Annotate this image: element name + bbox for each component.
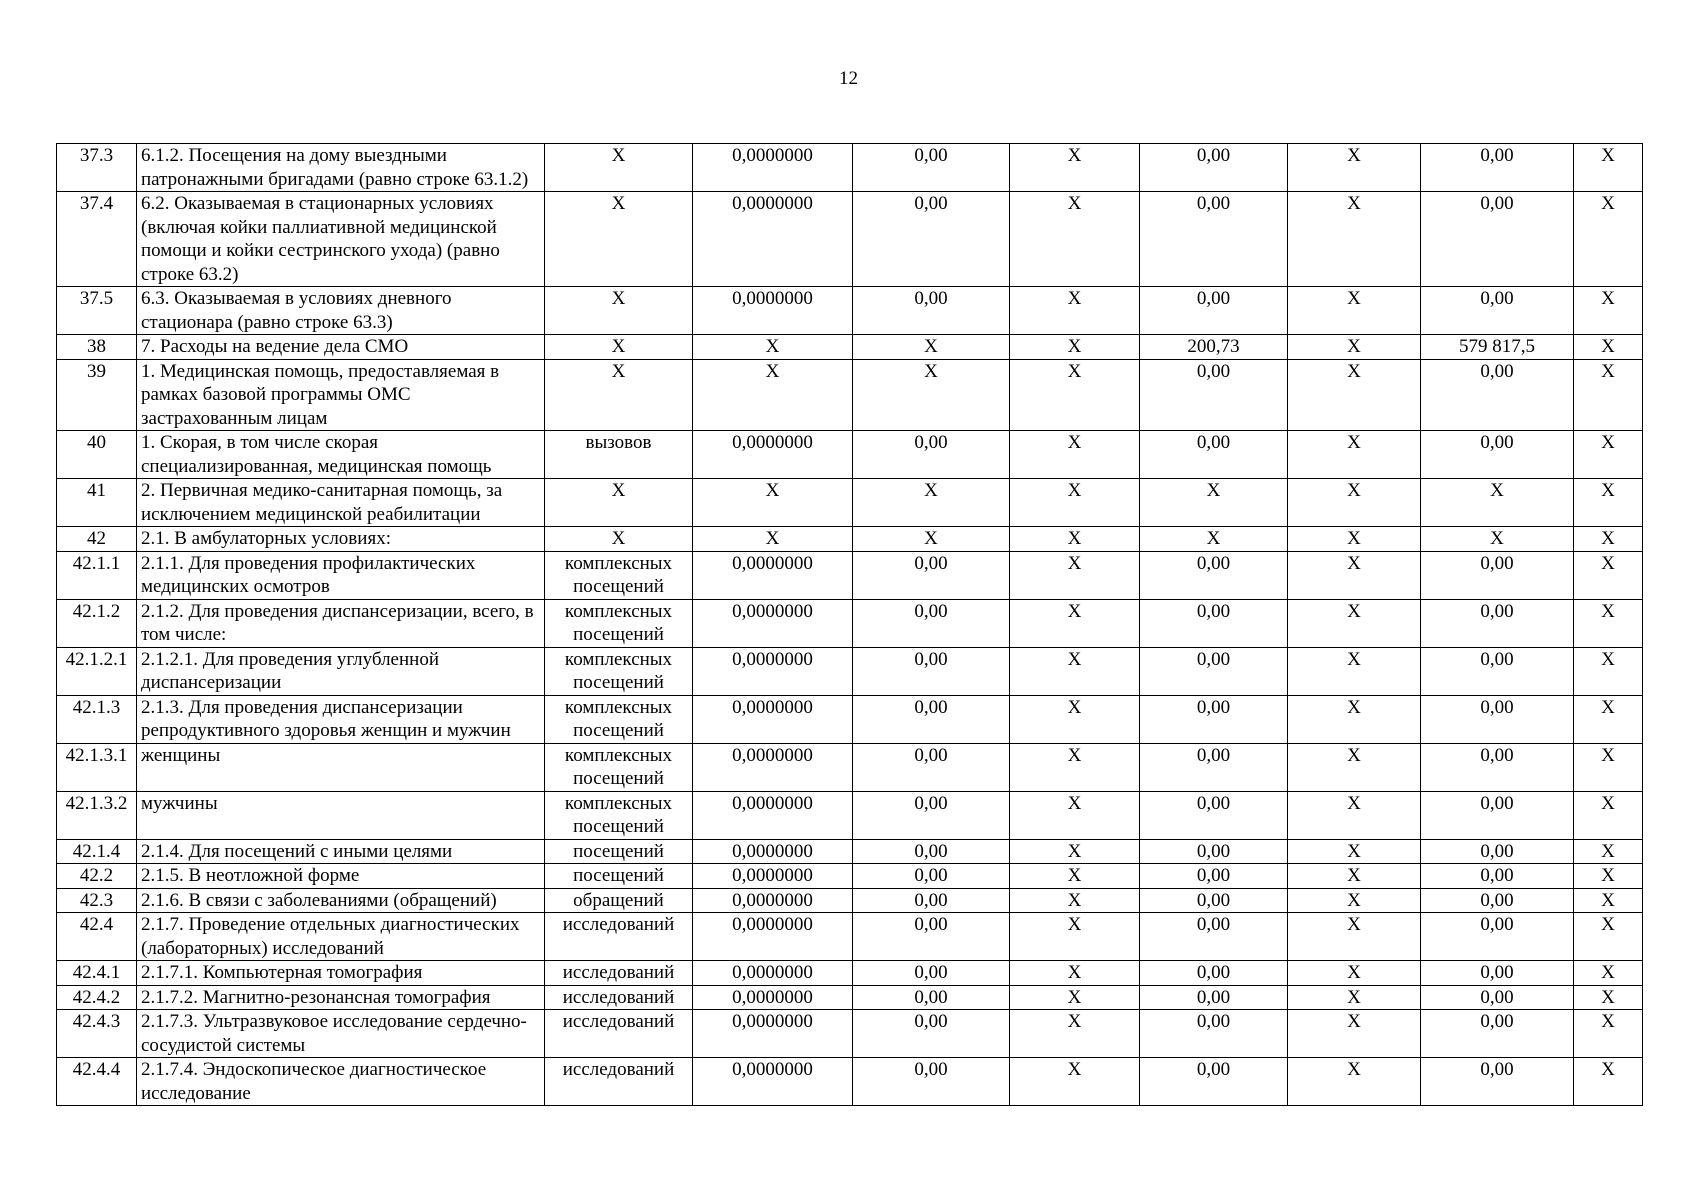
unit-cell: посещений xyxy=(545,864,693,889)
table-body xyxy=(57,144,1643,1106)
table-row xyxy=(57,192,1643,287)
value-cell-3: X xyxy=(1010,551,1140,599)
row-number-cell: 42.1.2 xyxy=(57,599,137,647)
value-cell-3: X xyxy=(1010,961,1140,986)
value-cell-7: X xyxy=(1574,961,1643,986)
value-cell-3: X xyxy=(1010,1058,1140,1106)
value-cell-1: 0,0000000 xyxy=(693,1058,853,1106)
value-cell-1: 0,0000000 xyxy=(693,695,853,743)
value-cell-7: X xyxy=(1574,335,1643,360)
value-cell-5: X xyxy=(1288,839,1421,864)
value-cell-6: X xyxy=(1421,479,1574,527)
value-cell-3: X xyxy=(1010,1010,1140,1058)
row-name-cell: 2.1.7.3. Ультразвуковое исследование сердечно-сосудистой системы xyxy=(137,1010,545,1058)
value-cell-7: X xyxy=(1574,359,1643,431)
value-cell-1: X xyxy=(693,479,853,527)
value-cell-6: X xyxy=(1421,527,1574,552)
value-cell-3: X xyxy=(1010,335,1140,360)
value-cell-4: 200,73 xyxy=(1140,335,1288,360)
value-cell-4: 0,00 xyxy=(1140,961,1288,986)
unit-cell: комплексных посещений xyxy=(545,791,693,839)
unit-cell: комплексных посещений xyxy=(545,599,693,647)
value-cell-3: X xyxy=(1010,192,1140,287)
value-cell-7: X xyxy=(1574,144,1643,192)
value-cell-2: 0,00 xyxy=(853,431,1010,479)
value-cell-4: 0,00 xyxy=(1140,647,1288,695)
unit-cell: исследований xyxy=(545,1010,693,1058)
value-cell-1: 0,0000000 xyxy=(693,647,853,695)
value-cell-5: X xyxy=(1288,551,1421,599)
row-number-cell: 39 xyxy=(57,359,137,431)
value-cell-7: X xyxy=(1574,985,1643,1010)
value-cell-5: X xyxy=(1288,961,1421,986)
row-number-cell: 42.2 xyxy=(57,864,137,889)
value-cell-4: 0,00 xyxy=(1140,1058,1288,1106)
value-cell-3: X xyxy=(1010,599,1140,647)
value-cell-7: X xyxy=(1574,791,1643,839)
row-number-cell: 37.4 xyxy=(57,192,137,287)
table-row xyxy=(57,359,1643,431)
unit-cell: X xyxy=(545,335,693,360)
value-cell-5: X xyxy=(1288,1010,1421,1058)
value-cell-5: X xyxy=(1288,913,1421,961)
row-name-cell: 2.1.7.2. Магнитно-резонансная томография xyxy=(137,985,545,1010)
value-cell-6: 0,00 xyxy=(1421,888,1574,913)
value-cell-4: 0,00 xyxy=(1140,192,1288,287)
value-cell-4: 0,00 xyxy=(1140,599,1288,647)
value-cell-2: 0,00 xyxy=(853,839,1010,864)
value-cell-1: 0,0000000 xyxy=(693,287,853,335)
value-cell-7: X xyxy=(1574,1058,1643,1106)
table-row xyxy=(57,839,1643,864)
value-cell-1: X xyxy=(693,359,853,431)
value-cell-1: 0,0000000 xyxy=(693,961,853,986)
table-row xyxy=(57,599,1643,647)
value-cell-6: 0,00 xyxy=(1421,551,1574,599)
row-number-cell: 42.1.4 xyxy=(57,839,137,864)
value-cell-2: 0,00 xyxy=(853,961,1010,986)
value-cell-4: 0,00 xyxy=(1140,431,1288,479)
value-cell-5: X xyxy=(1288,985,1421,1010)
unit-cell: комплексных посещений xyxy=(545,743,693,791)
value-cell-1: X xyxy=(693,527,853,552)
unit-cell: X xyxy=(545,527,693,552)
value-cell-2: 0,00 xyxy=(853,864,1010,889)
value-cell-3: X xyxy=(1010,864,1140,889)
unit-cell: X xyxy=(545,287,693,335)
value-cell-2: 0,00 xyxy=(853,888,1010,913)
value-cell-3: X xyxy=(1010,144,1140,192)
table-row xyxy=(57,985,1643,1010)
value-cell-1: 0,0000000 xyxy=(693,144,853,192)
row-number-cell: 42.4.3 xyxy=(57,1010,137,1058)
value-cell-6: 0,00 xyxy=(1421,599,1574,647)
value-cell-1: 0,0000000 xyxy=(693,1010,853,1058)
value-cell-6: 0,00 xyxy=(1421,913,1574,961)
value-cell-7: X xyxy=(1574,695,1643,743)
row-number-cell: 42.1.1 xyxy=(57,551,137,599)
value-cell-7: X xyxy=(1574,599,1643,647)
row-number-cell: 42.4.2 xyxy=(57,985,137,1010)
value-cell-3: X xyxy=(1010,791,1140,839)
value-cell-1: 0,0000000 xyxy=(693,743,853,791)
value-cell-1: X xyxy=(693,335,853,360)
value-cell-5: X xyxy=(1288,647,1421,695)
unit-cell: комплексных посещений xyxy=(545,551,693,599)
value-cell-7: X xyxy=(1574,527,1643,552)
value-cell-2: 0,00 xyxy=(853,599,1010,647)
value-cell-2: X xyxy=(853,479,1010,527)
row-number-cell: 40 xyxy=(57,431,137,479)
value-cell-4: 0,00 xyxy=(1140,551,1288,599)
table-row xyxy=(57,647,1643,695)
unit-cell: посещений xyxy=(545,839,693,864)
value-cell-7: X xyxy=(1574,1010,1643,1058)
value-cell-3: X xyxy=(1010,913,1140,961)
table-row xyxy=(57,287,1643,335)
table-row xyxy=(57,551,1643,599)
value-cell-4: 0,00 xyxy=(1140,985,1288,1010)
value-cell-3: X xyxy=(1010,695,1140,743)
value-cell-4: 0,00 xyxy=(1140,359,1288,431)
value-cell-4: 0,00 xyxy=(1140,1010,1288,1058)
value-cell-1: 0,0000000 xyxy=(693,888,853,913)
value-cell-6: 0,00 xyxy=(1421,961,1574,986)
row-name-cell: 1. Медицинская помощь, предоставляемая в рамках базовой программы ОМС застрахованным лицам xyxy=(137,359,545,431)
value-cell-3: X xyxy=(1010,839,1140,864)
value-cell-2: X xyxy=(853,335,1010,360)
value-cell-7: X xyxy=(1574,888,1643,913)
value-cell-6: 0,00 xyxy=(1421,695,1574,743)
value-cell-2: 0,00 xyxy=(853,1010,1010,1058)
value-cell-2: X xyxy=(853,359,1010,431)
value-cell-6: 579 817,5 xyxy=(1421,335,1574,360)
unit-cell: X xyxy=(545,192,693,287)
row-name-cell: 6.3. Оказываемая в условиях дневного стационара (равно строке 63.3) xyxy=(137,287,545,335)
value-cell-1: 0,0000000 xyxy=(693,985,853,1010)
row-number-cell: 41 xyxy=(57,479,137,527)
value-cell-1: 0,0000000 xyxy=(693,864,853,889)
value-cell-6: 0,00 xyxy=(1421,287,1574,335)
value-cell-5: X xyxy=(1288,1058,1421,1106)
table-row xyxy=(57,527,1643,552)
value-cell-6: 0,00 xyxy=(1421,743,1574,791)
row-name-cell: 1. Скорая, в том числе скорая специализированная, медицинская помощь xyxy=(137,431,545,479)
value-cell-4: 0,00 xyxy=(1140,839,1288,864)
table-row xyxy=(57,961,1643,986)
value-cell-3: X xyxy=(1010,647,1140,695)
table-row xyxy=(57,791,1643,839)
value-cell-5: X xyxy=(1288,695,1421,743)
value-cell-4: X xyxy=(1140,479,1288,527)
row-number-cell: 42.1.3.1 xyxy=(57,743,137,791)
value-cell-2: 0,00 xyxy=(853,1058,1010,1106)
row-name-cell: 7. Расходы на ведение дела СМО xyxy=(137,335,545,360)
value-cell-5: X xyxy=(1288,431,1421,479)
value-cell-2: 0,00 xyxy=(853,192,1010,287)
value-cell-7: X xyxy=(1574,839,1643,864)
value-cell-1: 0,0000000 xyxy=(693,551,853,599)
value-cell-2: 0,00 xyxy=(853,695,1010,743)
value-cell-3: X xyxy=(1010,888,1140,913)
row-name-cell: 6.2. Оказываемая в стационарных условиях (включая койки паллиативной медицинской помощи и койки сестринского ухода) (равно строке 63.2) xyxy=(137,192,545,287)
value-cell-4: 0,00 xyxy=(1140,743,1288,791)
value-cell-2: 0,00 xyxy=(853,144,1010,192)
row-name-cell: мужчины xyxy=(137,791,545,839)
value-cell-4: 0,00 xyxy=(1140,287,1288,335)
value-cell-1: 0,0000000 xyxy=(693,839,853,864)
unit-cell: исследований xyxy=(545,985,693,1010)
row-number-cell: 42.1.3 xyxy=(57,695,137,743)
value-cell-4: 0,00 xyxy=(1140,888,1288,913)
value-cell-4: 0,00 xyxy=(1140,695,1288,743)
value-cell-6: 0,00 xyxy=(1421,864,1574,889)
unit-cell: комплексных посещений xyxy=(545,695,693,743)
value-cell-5: X xyxy=(1288,287,1421,335)
row-number-cell: 37.3 xyxy=(57,144,137,192)
value-cell-3: X xyxy=(1010,359,1140,431)
value-cell-4: 0,00 xyxy=(1140,791,1288,839)
value-cell-3: X xyxy=(1010,743,1140,791)
value-cell-5: X xyxy=(1288,359,1421,431)
row-number-cell: 37.5 xyxy=(57,287,137,335)
unit-cell: исследований xyxy=(545,913,693,961)
value-cell-5: X xyxy=(1288,864,1421,889)
row-number-cell: 42.4 xyxy=(57,913,137,961)
table-row xyxy=(57,479,1643,527)
value-cell-7: X xyxy=(1574,743,1643,791)
value-cell-2: 0,00 xyxy=(853,743,1010,791)
value-cell-3: X xyxy=(1010,479,1140,527)
value-cell-2: 0,00 xyxy=(853,551,1010,599)
value-cell-3: X xyxy=(1010,985,1140,1010)
row-name-cell: 6.1.2. Посещения на дому выездными патронажными бригадами (равно строке 63.1.2) xyxy=(137,144,545,192)
value-cell-5: X xyxy=(1288,743,1421,791)
value-cell-6: 0,00 xyxy=(1421,985,1574,1010)
value-cell-5: X xyxy=(1288,791,1421,839)
value-cell-6: 0,00 xyxy=(1421,1010,1574,1058)
value-cell-5: X xyxy=(1288,888,1421,913)
row-name-cell: 2.1.2. Для проведения диспансеризации, всего, в том числе: xyxy=(137,599,545,647)
unit-cell: X xyxy=(545,144,693,192)
value-cell-5: X xyxy=(1288,527,1421,552)
table-row xyxy=(57,913,1643,961)
value-cell-2: X xyxy=(853,527,1010,552)
value-cell-6: 0,00 xyxy=(1421,647,1574,695)
value-cell-4: X xyxy=(1140,527,1288,552)
row-name-cell: 2.1.7.4. Эндоскопическое диагностическое исследование xyxy=(137,1058,545,1106)
value-cell-7: X xyxy=(1574,551,1643,599)
value-cell-1: 0,0000000 xyxy=(693,791,853,839)
value-cell-1: 0,0000000 xyxy=(693,913,853,961)
row-number-cell: 42.4.4 xyxy=(57,1058,137,1106)
value-cell-2: 0,00 xyxy=(853,985,1010,1010)
row-name-cell: 2.1.1. Для проведения профилактических медицинских осмотров xyxy=(137,551,545,599)
value-cell-2: 0,00 xyxy=(853,647,1010,695)
value-cell-2: 0,00 xyxy=(853,913,1010,961)
row-number-cell: 42.4.1 xyxy=(57,961,137,986)
table-row xyxy=(57,335,1643,360)
row-number-cell: 42.1.2.1 xyxy=(57,647,137,695)
value-cell-7: X xyxy=(1574,192,1643,287)
value-cell-7: X xyxy=(1574,864,1643,889)
value-cell-3: X xyxy=(1010,287,1140,335)
value-cell-6: 0,00 xyxy=(1421,431,1574,479)
unit-cell: исследований xyxy=(545,1058,693,1106)
value-cell-7: X xyxy=(1574,287,1643,335)
value-cell-2: 0,00 xyxy=(853,791,1010,839)
row-number-cell: 42.1.3.2 xyxy=(57,791,137,839)
value-cell-5: X xyxy=(1288,599,1421,647)
value-cell-6: 0,00 xyxy=(1421,359,1574,431)
value-cell-5: X xyxy=(1288,479,1421,527)
value-cell-6: 0,00 xyxy=(1421,144,1574,192)
table-row xyxy=(57,1010,1643,1058)
row-number-cell: 42.3 xyxy=(57,888,137,913)
value-cell-4: 0,00 xyxy=(1140,913,1288,961)
row-name-cell: 2.1.7.1. Компьютерная томография xyxy=(137,961,545,986)
value-cell-7: X xyxy=(1574,913,1643,961)
unit-cell: вызовов xyxy=(545,431,693,479)
unit-cell: обращений xyxy=(545,888,693,913)
value-cell-6: 0,00 xyxy=(1421,839,1574,864)
table-row xyxy=(57,864,1643,889)
row-name-cell: 2.1.2.1. Для проведения углубленной диспансеризации xyxy=(137,647,545,695)
row-name-cell: 2.1.3. Для проведения диспансеризации репродуктивного здоровья женщин и мужчин xyxy=(137,695,545,743)
row-name-cell: 2. Первичная медико-санитарная помощь, за исключением медицинской реабилитации xyxy=(137,479,545,527)
value-cell-1: 0,0000000 xyxy=(693,599,853,647)
value-cell-5: X xyxy=(1288,144,1421,192)
table-row xyxy=(57,743,1643,791)
value-cell-1: 0,0000000 xyxy=(693,431,853,479)
value-cell-7: X xyxy=(1574,479,1643,527)
value-cell-6: 0,00 xyxy=(1421,192,1574,287)
value-cell-5: X xyxy=(1288,192,1421,287)
value-cell-6: 0,00 xyxy=(1421,1058,1574,1106)
value-cell-6: 0,00 xyxy=(1421,791,1574,839)
value-cell-1: 0,0000000 xyxy=(693,192,853,287)
row-name-cell: 2.1.5. В неотложной форме xyxy=(137,864,545,889)
value-cell-4: 0,00 xyxy=(1140,144,1288,192)
table-row xyxy=(57,1058,1643,1106)
value-cell-5: X xyxy=(1288,335,1421,360)
unit-cell: комплексных посещений xyxy=(545,647,693,695)
page-number: 12 xyxy=(839,68,858,89)
table-row xyxy=(57,888,1643,913)
value-cell-7: X xyxy=(1574,647,1643,695)
row-number-cell: 42 xyxy=(57,527,137,552)
table-row xyxy=(57,144,1643,192)
value-cell-3: X xyxy=(1010,431,1140,479)
value-cell-4: 0,00 xyxy=(1140,864,1288,889)
value-cell-2: 0,00 xyxy=(853,287,1010,335)
value-cell-3: X xyxy=(1010,527,1140,552)
table-row xyxy=(57,695,1643,743)
row-name-cell: 2.1.6. В связи с заболеваниями (обращений) xyxy=(137,888,545,913)
table-row xyxy=(57,431,1643,479)
row-name-cell: 2.1.7. Проведение отдельных диагностических (лабораторных) исследований xyxy=(137,913,545,961)
row-name-cell: 2.1.4. Для посещений с иными целями xyxy=(137,839,545,864)
unit-cell: X xyxy=(545,479,693,527)
value-cell-7: X xyxy=(1574,431,1643,479)
row-number-cell: 38 xyxy=(57,335,137,360)
row-name-cell: 2.1. В амбулаторных условиях: xyxy=(137,527,545,552)
row-name-cell: женщины xyxy=(137,743,545,791)
unit-cell: X xyxy=(545,359,693,431)
data-table xyxy=(56,143,1643,1106)
unit-cell: исследований xyxy=(545,961,693,986)
